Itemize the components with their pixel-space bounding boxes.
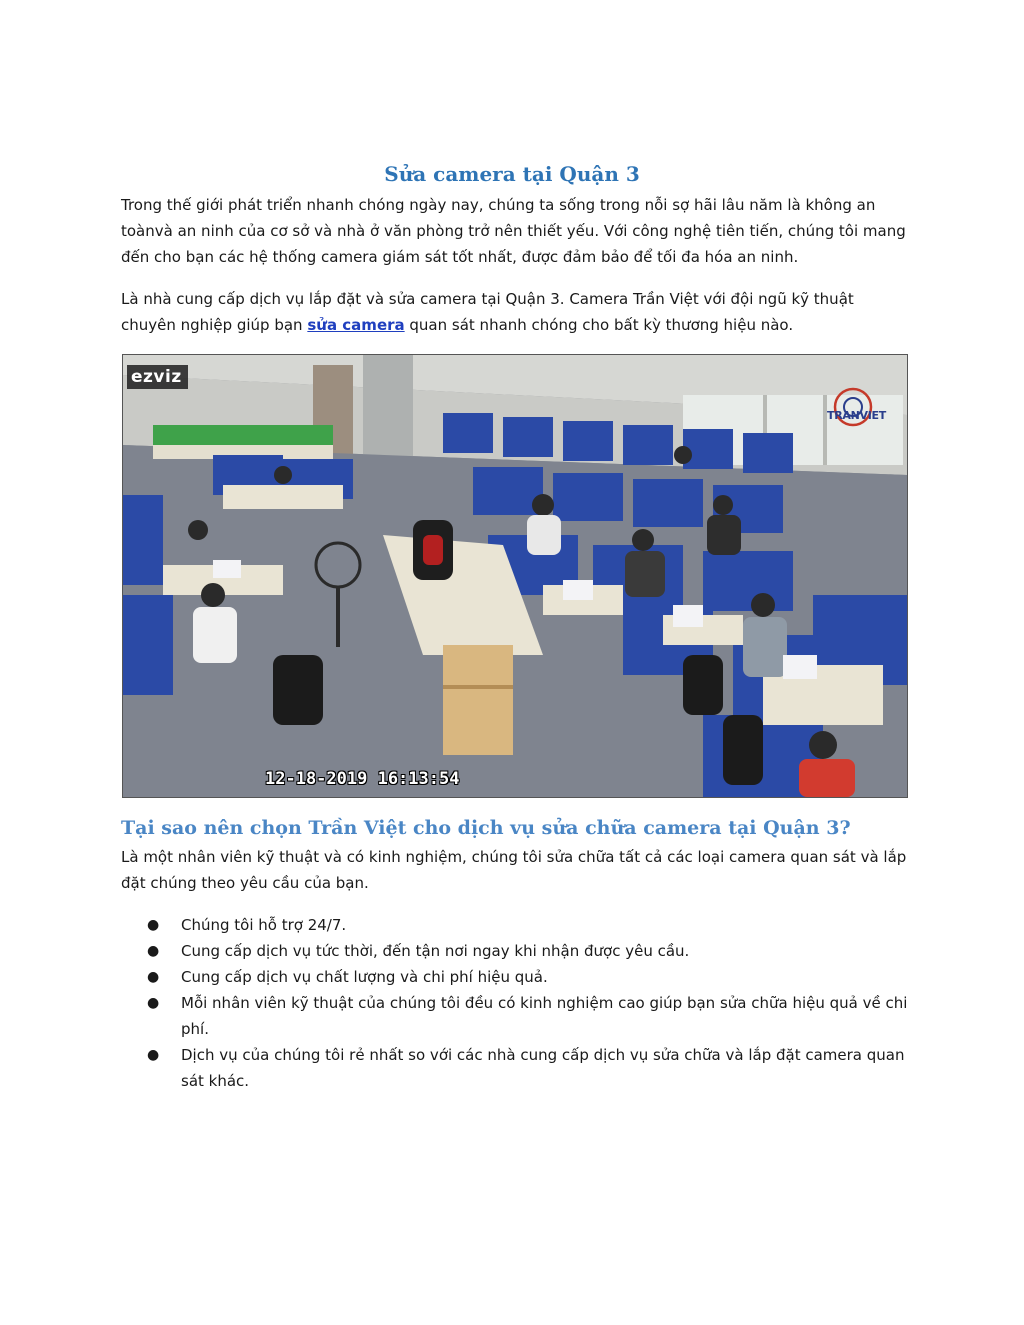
bullet-icon: ● (147, 995, 160, 1011)
list-item-text: Cung cấp dịch vụ tức thời, đến tận nơi ngay khi nhận được yêu cầu. (181, 942, 690, 960)
ezviz-logo: ezviz (127, 365, 188, 389)
camera-timestamp: 12-18-2019 16:13:54 (265, 769, 460, 789)
list-item-text: Mỗi nhân viên kỹ thuật của chúng tôi đều có kinh nghiệm cao giúp bạn sửa chữa hiệu quả về chi phí. (181, 994, 908, 1038)
list-item (121, 938, 911, 964)
service-text-before: Là nhà cung cấp dịch vụ lắp đặt và sửa camera tại Quận 3. Camera Trần Việt với đội ngũ kỹ thuật chuyên nghiệp giúp bạn (121, 290, 854, 334)
office-camera-photo (122, 354, 908, 798)
tranviet-watermark-text: TRANVIET (827, 409, 886, 422)
list-item-text: Dịch vụ của chúng tôi rẻ nhất so với các nhà cung cấp dịch vụ sửa chữa và lắp đặt camera quan sát khác. (181, 1046, 905, 1090)
list-item (121, 912, 911, 938)
intro-paragraph: Trong thế giới phát triển nhanh chóng ngày nay, chúng ta sống trong nỗi sợ hãi lâu năm là không an toànvà an ninh của cơ sở và nhà ở văn phòng trở nên thiết yếu. Với công nghệ tiên tiến, chúng tôi mang đến cho bạn các hệ thống camera giám sát tốt nhất, được đảm bảo để tối đa hóa an ninh. (121, 196, 906, 266)
benefits-list (121, 912, 911, 1094)
service-text-after: quan sát nhanh chóng cho bất kỳ thương hiệu nào. (404, 316, 794, 334)
tranviet-watermark-icon (823, 383, 893, 433)
list-item-text: Cung cấp dịch vụ chất lượng và chi phí hiệu quả. (181, 968, 548, 986)
list-item (121, 1042, 911, 1094)
service-paragraph (121, 286, 911, 338)
list-item (121, 990, 911, 1042)
section-paragraph: Là một nhân viên kỹ thuật và có kinh nghiệm, chúng tôi sửa chữa tất cả các loại camera quan sát và lắp đặt chúng theo yêu cầu của bạn. (121, 848, 907, 892)
page-title: Sửa camera tại Quận 3 (384, 162, 640, 186)
bullet-icon: ● (147, 969, 160, 985)
bullet-icon: ● (147, 943, 160, 959)
bullet-icon: ● (147, 1047, 160, 1063)
bullet-icon: ● (147, 917, 160, 933)
office-scene-illustration (123, 355, 907, 797)
section-heading: Tại sao nên chọn Trần Việt cho dịch vụ sửa chữa camera tại Quận 3? (121, 817, 851, 839)
list-item-text: Chúng tôi hỗ trợ 24/7. (181, 916, 347, 934)
repair-camera-link[interactable]: sửa camera (307, 316, 405, 334)
list-item (121, 964, 911, 990)
